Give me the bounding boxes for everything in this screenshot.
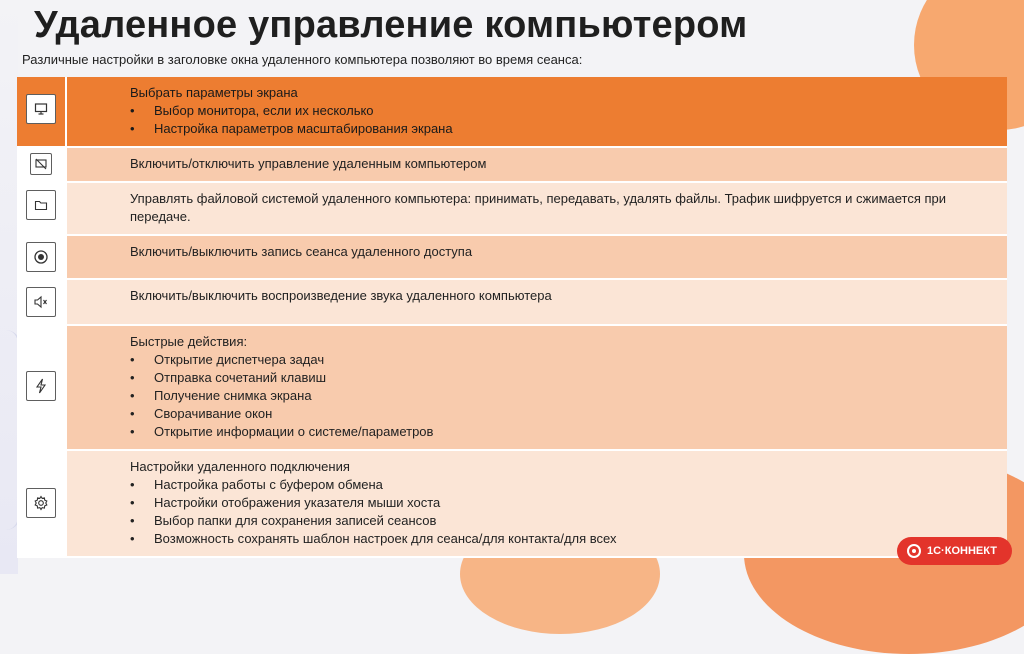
list-item: • Настройка работы с буфером обмена (130, 476, 995, 494)
list-item: • Настройка параметров масштабирования экрана (130, 120, 995, 138)
features-table (17, 77, 1007, 558)
lightning-icon (26, 371, 56, 401)
folder-icon (26, 190, 56, 220)
monitor-icon (26, 94, 56, 124)
list-item: • Выбор монитора, если их несколько (130, 102, 995, 120)
slide-subtitle: Различные настройки в заголовке окна удаленного компьютера позволяют во время сеанса: (22, 52, 583, 67)
row-text: Управлять файловой системой удаленного компьютера: принимать, передавать, удалять файлы. Трафик шифруется и сжимается при передаче. (130, 191, 947, 224)
slide-title: Удаленное управление компьютером (34, 4, 748, 46)
logo-text: 1С·КОННЕКТ (927, 545, 997, 557)
list-item: • Сворачивание окон (130, 405, 995, 423)
row-text: Настройки удаленного подключения (130, 459, 350, 474)
list-item: • Возможность сохранять шаблон настроек для сеанса/для контакта/для всех (130, 530, 995, 548)
table-row (17, 450, 1007, 557)
table-row (17, 325, 1007, 450)
logo-icon (907, 544, 921, 558)
bullet-list (130, 476, 995, 548)
list-item: • Открытие диспетчера задач (130, 351, 995, 369)
brand-logo (897, 537, 1012, 565)
list-item: • Выбор папки для сохранения записей сеансов (130, 512, 995, 530)
record-icon (26, 242, 56, 272)
remote-control-off-icon (30, 153, 52, 175)
sound-mute-icon (26, 287, 56, 317)
row-text: Включить/отключить управление удаленным компьютером (130, 156, 487, 171)
table-row (17, 77, 1007, 147)
table-row (17, 147, 1007, 182)
row-text: Выбрать параметры экрана (130, 85, 298, 100)
bullet-list (130, 102, 995, 138)
list-item: • Получение снимка экрана (130, 387, 995, 405)
table-row (17, 279, 1007, 325)
row-text: Включить/выключить воспроизведение звука удаленного компьютера (130, 288, 552, 303)
bullet-list (130, 351, 995, 441)
list-item: • Открытие информации о системе/параметров (130, 423, 995, 441)
row-text: Включить/выключить запись сеанса удаленного доступа (130, 244, 473, 259)
table-row (17, 182, 1007, 235)
table-row (17, 235, 1007, 279)
row-text: Быстрые действия: (130, 334, 248, 349)
gear-icon (26, 488, 56, 518)
list-item: • Отправка сочетаний клавиш (130, 369, 995, 387)
list-item: • Настройки отображения указателя мыши хоста (130, 494, 995, 512)
